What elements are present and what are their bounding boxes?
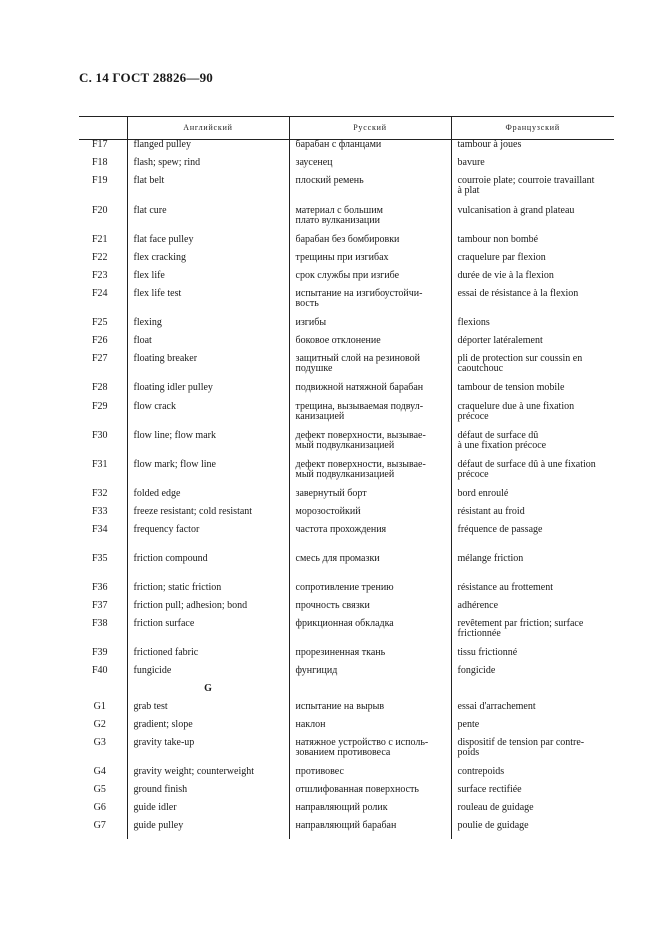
term-english: fungicide: [133, 664, 172, 676]
page-header: С. 14 ГОСТ 28826—90: [79, 70, 213, 85]
term-french: contrepoids: [457, 765, 505, 777]
term-french: poulie de guidage: [457, 819, 529, 831]
term-english: floating breaker: [133, 352, 198, 364]
table-row: [79, 206, 614, 235]
term-code: F30: [91, 429, 108, 441]
term-russian: фрикционная обкладка: [295, 617, 394, 629]
term-russian: трещины при изгибах: [295, 251, 389, 263]
term-english: ground finish: [133, 783, 188, 795]
term-russian: срок службы при изгибе: [295, 269, 400, 281]
term-french: tambour de tension mobile: [457, 381, 565, 393]
table-row: [79, 525, 614, 554]
term-russian: частота прохождения: [295, 523, 387, 535]
term-english: flex cracking: [133, 251, 186, 263]
table-row: [79, 253, 614, 271]
term-french: fongicide: [457, 664, 496, 676]
term-code: F22: [91, 251, 108, 263]
term-russian: дефект поверхности, вызывае- мый подвулканизацией: [295, 458, 426, 480]
term-english: flex life: [133, 269, 165, 281]
term-code: F24: [91, 287, 108, 299]
term-french: résistance au frottement: [457, 581, 554, 593]
term-english: flow line; flow mark: [133, 429, 216, 441]
term-russian: наклон: [295, 718, 326, 730]
table-row: [79, 821, 614, 839]
term-code: G2: [93, 718, 106, 730]
term-french: tissu frictionné: [457, 646, 518, 658]
table-row: [79, 666, 614, 684]
term-french: dispositif de tension par contre- poids: [457, 736, 585, 758]
term-code: F18: [91, 156, 108, 168]
table-row: [79, 720, 614, 738]
term-russian: дефект поверхности, вызывае- мый подвулканизацией: [295, 429, 426, 451]
column-header-code: [79, 117, 127, 140]
term-code: F40: [91, 664, 108, 676]
term-english: flat cure: [133, 204, 167, 216]
term-french: défaut de surface dû à une fixation précoce: [457, 429, 547, 451]
term-russian: сопротивление трению: [295, 581, 394, 593]
term-english: gradient; slope: [133, 718, 193, 730]
section-g: [79, 684, 614, 702]
glossary-table: [79, 116, 614, 839]
term-russian: морозостойкий: [295, 505, 361, 517]
term-code: F34: [91, 523, 108, 535]
term-code: G7: [93, 819, 106, 831]
term-russian: испытание на изгибоустойчи- вость: [295, 287, 423, 309]
term-french: craquelure par flexion: [457, 251, 546, 263]
term-french: bord enroulé: [457, 487, 509, 499]
term-english: flow mark; flow line: [133, 458, 216, 470]
term-english: frequency factor: [133, 523, 200, 535]
section-letter: G: [127, 684, 289, 702]
term-code: F27: [91, 352, 108, 364]
table-row: [79, 619, 614, 648]
term-russian: противовес: [295, 765, 344, 777]
term-russian: подвижной натяжной барабан: [295, 381, 424, 393]
table-body-f: [79, 140, 614, 684]
table-row: [79, 648, 614, 666]
term-russian: направляющий барабан: [295, 819, 397, 831]
term-russian: направляющий ролик: [295, 801, 388, 813]
term-french: surface rectifiée: [457, 783, 522, 795]
term-code: F19: [91, 174, 108, 186]
term-english: grab test: [133, 700, 168, 712]
term-english: flanged pulley: [133, 139, 191, 150]
table-row: [79, 383, 614, 402]
term-russian: барабан без бомбировки: [295, 233, 400, 245]
term-english: floating idler pulley: [133, 381, 213, 393]
table-row: [79, 176, 614, 206]
term-french: vulcanisation à grand plateau: [457, 204, 575, 216]
term-code: F39: [91, 646, 108, 658]
term-code: F17: [91, 139, 108, 150]
term-french: adhérence: [457, 599, 499, 611]
term-code: F38: [91, 617, 108, 629]
column-header-english: Английский: [127, 117, 289, 140]
table-row: [79, 702, 614, 720]
term-french: tambour non bombé: [457, 233, 539, 245]
term-code: G6: [93, 801, 106, 813]
term-french: durée de vie à la flexion: [457, 269, 554, 281]
term-russian: фунгицид: [295, 664, 338, 676]
table-row: [79, 601, 614, 619]
term-code: F28: [91, 381, 108, 393]
table-row: [79, 402, 614, 431]
term-english: friction compound: [133, 552, 208, 564]
table-row: [79, 583, 614, 601]
table-row: [79, 431, 614, 460]
term-russian: смесь для промазки: [295, 552, 380, 564]
term-code: F32: [91, 487, 108, 499]
term-code: F33: [91, 505, 108, 517]
term-code: F23: [91, 269, 108, 281]
term-russian: защитный слой на резиновой подушке: [295, 352, 421, 374]
term-english: flow crack: [133, 400, 176, 412]
term-english: guide idler: [133, 801, 177, 813]
table-row: [79, 235, 614, 253]
term-english: frictioned fabric: [133, 646, 199, 658]
term-russian: прорезиненная ткань: [295, 646, 386, 658]
term-code: F31: [91, 458, 108, 470]
term-french: craquelure due à une fixation précoce: [457, 400, 575, 422]
table-row: [79, 158, 614, 176]
term-code: F37: [91, 599, 108, 611]
term-english: freeze resistant; cold resistant: [133, 505, 253, 517]
term-french: tambour à joues: [457, 139, 522, 150]
term-french: bavure: [457, 156, 485, 168]
term-code: F21: [91, 233, 108, 245]
term-code: F36: [91, 581, 108, 593]
term-russian: прочность связки: [295, 599, 370, 611]
term-code: F26: [91, 334, 108, 346]
term-french: flexions: [457, 316, 490, 328]
term-english: folded edge: [133, 487, 181, 499]
term-code: G1: [93, 700, 106, 712]
term-english: flash; spew; rind: [133, 156, 201, 168]
term-french: rouleau de guidage: [457, 801, 534, 813]
table-row: [79, 554, 614, 583]
term-french: fréquence de passage: [457, 523, 543, 535]
term-english: flat face pulley: [133, 233, 194, 245]
table-row: [79, 336, 614, 354]
term-english: flex life test: [133, 287, 182, 299]
term-code: F25: [91, 316, 108, 328]
column-header-french: Французский: [451, 117, 614, 140]
table-body-g: [79, 702, 614, 839]
term-code: G4: [93, 765, 106, 777]
table-row: [79, 507, 614, 525]
term-french: revêtement par friction; surface frictionnée: [457, 617, 584, 639]
term-french: mélange friction: [457, 552, 524, 564]
term-french: pente: [457, 718, 480, 730]
term-code: G3: [93, 736, 106, 748]
table-row: [79, 271, 614, 289]
table-row: [79, 738, 614, 767]
table-row: [79, 785, 614, 803]
term-french: pli de protection sur coussin en caoutchouc: [457, 352, 583, 374]
term-russian: боковое отклонение: [295, 334, 381, 346]
term-russian: натяжное устройство с исполь- зованием противовеса: [295, 736, 429, 758]
term-english: flexing: [133, 316, 162, 328]
term-french: déporter latéralement: [457, 334, 543, 346]
table-row: [79, 354, 614, 383]
term-english: gravity weight; counterweight: [133, 765, 255, 777]
column-header-russian: Русский: [289, 117, 451, 140]
term-french: courroie plate; courroie travaillant à plat: [457, 174, 595, 196]
term-russian: барабан с фланцами: [295, 139, 382, 150]
term-english: float: [133, 334, 152, 346]
term-code: F35: [91, 552, 108, 564]
term-russian: испытание на вырыв: [295, 700, 385, 712]
term-russian: трещина, вызываемая подвул- канизацией: [295, 400, 424, 422]
term-russian: материал с большим плато вулканизации: [295, 204, 383, 226]
term-english: gravity take-up: [133, 736, 195, 748]
table-row: [79, 318, 614, 336]
term-code: F20: [91, 204, 108, 216]
term-english: friction pull; adhesion; bond: [133, 599, 248, 611]
term-english: friction surface: [133, 617, 195, 629]
table-row: [79, 803, 614, 821]
term-english: friction; static friction: [133, 581, 222, 593]
term-russian: заусенец: [295, 156, 333, 168]
term-french: résistant au froid: [457, 505, 525, 517]
term-french: essai de résistance à la flexion: [457, 287, 579, 299]
term-english: flat belt: [133, 174, 165, 186]
term-code: F29: [91, 400, 108, 412]
term-french: défaut de surface dû à une fixation précoce: [457, 458, 596, 480]
section-heading-row: [79, 684, 614, 702]
table-row: [79, 289, 614, 318]
table-header-row: [79, 117, 614, 140]
term-code: G5: [93, 783, 106, 795]
table-row: [79, 767, 614, 785]
table-row: [79, 140, 614, 158]
term-russian: отшлифованная поверхность: [295, 783, 419, 795]
term-russian: завернутый борт: [295, 487, 367, 499]
table-row: [79, 489, 614, 507]
term-russian: плоский ремень: [295, 174, 364, 186]
term-french: essai d'arrachement: [457, 700, 536, 712]
table-row: [79, 460, 614, 489]
term-russian: изгибы: [295, 316, 327, 328]
term-english: guide pulley: [133, 819, 184, 831]
